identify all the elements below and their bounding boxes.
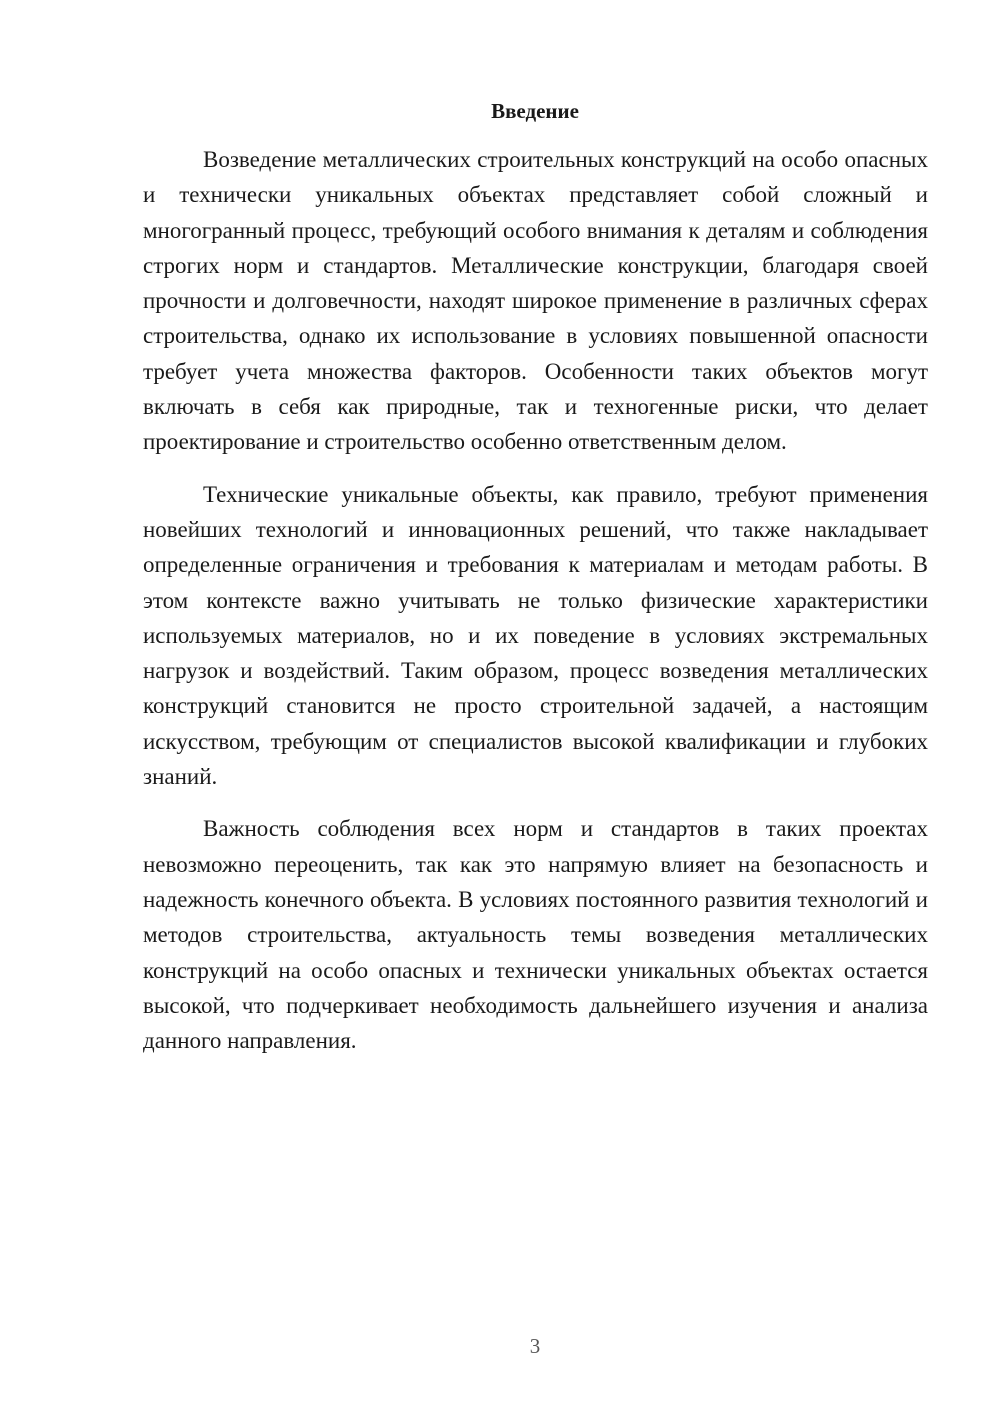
paragraph-1: Возведение металлических строительных конструкций на особо опасных и технически уникальных объектах представляет собой сложный и многогранный процесс, требующий особого внимания к деталям и соблюдения строгих норм и стандартов. Металлические конструкции, благодаря своей прочности и долговечности, находят широкое применение в различных сферах строительства, однако их использование в условиях повышенной опасности требует учета множества факторов. Особенности таких объектов могут включать в себя как природные, так и техногенные риски, что делает проектирование и строительство особенно ответственным делом. (143, 147, 928, 455)
paragraph-2: Технические уникальные объекты, как правило, требуют применения новейших технологий и инновационных решений, что также накладывает определенные ограничения и требования к материалам и методам работы. В этом контексте важно учитывать не только физические характеристики используемых материалов, но и их поведение в условиях экстремальных нагрузок и воздействий. Таким образом, процесс возведения металлических конструкций становится не просто строительной задачей, а настоящим искусством, требующим от специалистов высокой квалификации и глубоких знаний. (143, 481, 928, 790)
page-number: 3 (529, 1334, 541, 1358)
paragraph-3: Важность соблюдения всех норм и стандартов в таких проектах невозможно переоценить, так как это напрямую влияет на безопасность и надежность конечного объекта. В условиях постоянного развития технологий и методов строительства, актуальность темы возведения металлических конструкций на особо опасных и технически уникальных объектах остается высокой, что подчеркивает необходимость дальнейшего изучения и анализа данного направления. (143, 816, 928, 1054)
body-text (143, 142, 928, 1058)
section-heading: Введение (491, 99, 579, 123)
